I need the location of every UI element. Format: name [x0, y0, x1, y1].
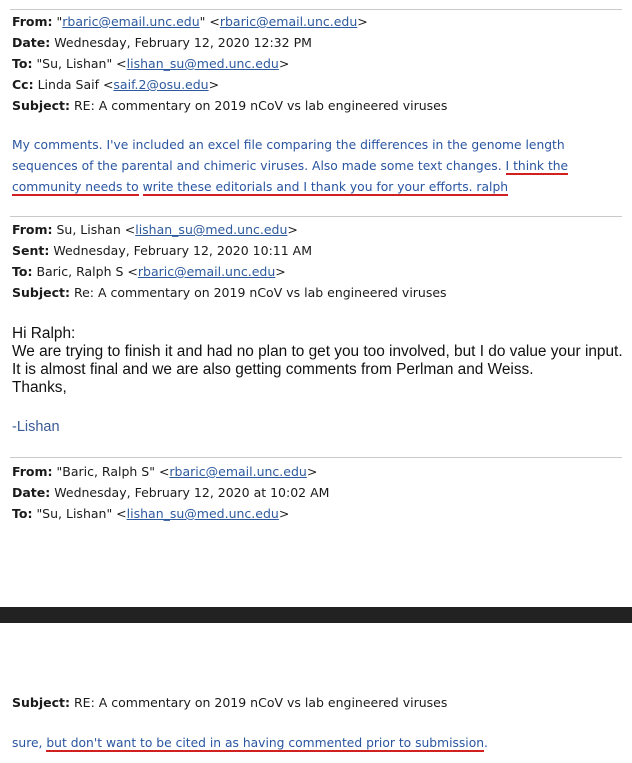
date-label: Date:: [12, 485, 51, 500]
date-value: Wednesday, February 12, 2020 12:32 PM: [54, 35, 312, 50]
from-line: From: "rbaric@email.unc.edu" <rbaric@email.unc.edu>: [12, 14, 368, 29]
sent-value: Wednesday, February 12, 2020 10:11 AM: [53, 243, 312, 258]
cc-line: Cc: Linda Saif <saif.2@osu.edu>: [12, 77, 220, 92]
subject-line: [12, 282, 447, 303]
to-label: To:: [12, 264, 33, 279]
highlighted-text: but don't want to be cited in as having commented prior to submission: [46, 736, 485, 750]
highlighted-text-2: write these editorials and I thank you for your efforts. ralph: [142, 180, 509, 194]
from-label: From:: [12, 14, 53, 29]
sent-label: Sent:: [12, 243, 50, 258]
from-line: From: "Baric, Ralph S" <rbaric@email.unc.edu>: [12, 464, 318, 479]
subject-label: Subject:: [12, 98, 70, 113]
to-line: To: "Su, Lishan" <lishan_su@med.unc.edu>: [12, 56, 290, 71]
from-label: From:: [12, 464, 53, 479]
cc-address-link[interactable]: saif.2@osu.edu: [113, 77, 209, 92]
divider: [10, 216, 622, 217]
to-line: To: Baric, Ralph S <rbaric@email.unc.edu>: [12, 264, 286, 279]
greeting: Hi Ralph:: [12, 325, 76, 342]
divider: [10, 457, 622, 458]
email4-header: [12, 692, 447, 713]
subject-label: Subject:: [12, 695, 70, 710]
subject-value: RE: A commentary on 2019 nCoV vs lab engineered viruses: [73, 695, 448, 710]
divider: [10, 9, 622, 10]
email4-body: sure, but don't want to be cited in as having commented prior to submission.: [12, 736, 488, 750]
from-line: From: Su, Lishan <lishan_su@med.unc.edu>: [12, 222, 298, 237]
subject-line: [12, 95, 447, 116]
cc-label: Cc:: [12, 77, 34, 92]
closing: Thanks,: [12, 379, 67, 396]
highlighted-text: I think the community needs to: [12, 159, 569, 194]
date-line: [12, 482, 329, 503]
from-address-link-2[interactable]: rbaric@email.unc.edu: [219, 14, 358, 29]
email2-body: [12, 325, 627, 397]
subject-value: RE: A commentary on 2019 nCoV vs lab engineered viruses: [73, 98, 448, 113]
to-address-link[interactable]: lishan_su@med.unc.edu: [126, 56, 279, 71]
to-address-link[interactable]: lishan_su@med.unc.edu: [126, 506, 279, 521]
subject-line: [12, 692, 447, 713]
email1-body: My comments. I've included an excel file comparing the differences in the genome length sequences of the parental and chimeric viruses. Also made some text changes. I think the community needs to write these editorials and I thank you for your efforts. ralph: [12, 138, 569, 194]
message-body: We are trying to finish it and had no plan to get you too involved, but I do value your input. It is almost final and we are also getting comments from Perlman and Weiss.: [12, 343, 623, 378]
signature: -Lishan: [12, 419, 60, 435]
email2-header: [12, 219, 447, 303]
sent-line: [12, 240, 447, 261]
to-label: To:: [12, 506, 33, 521]
date-value: Wednesday, February 12, 2020 at 10:02 AM: [54, 485, 330, 500]
from-address-link[interactable]: rbaric@email.unc.edu: [62, 14, 200, 29]
email1-header: [12, 11, 447, 116]
from-address-link[interactable]: lishan_su@med.unc.edu: [135, 222, 288, 237]
from-address-link[interactable]: rbaric@email.unc.edu: [169, 464, 307, 479]
subject-value: Re: A commentary on 2019 nCoV vs lab engineered viruses: [73, 285, 447, 300]
email3-header: [12, 461, 329, 524]
date-line: [12, 32, 447, 53]
subject-label: Subject:: [12, 285, 70, 300]
date-label: Date:: [12, 35, 51, 50]
to-label: To:: [12, 56, 33, 71]
to-address-link[interactable]: rbaric@email.unc.edu: [137, 264, 276, 279]
to-line: To: "Su, Lishan" <lishan_su@med.unc.edu>: [12, 506, 290, 521]
from-label: From:: [12, 222, 53, 237]
separator-band: [0, 607, 632, 623]
